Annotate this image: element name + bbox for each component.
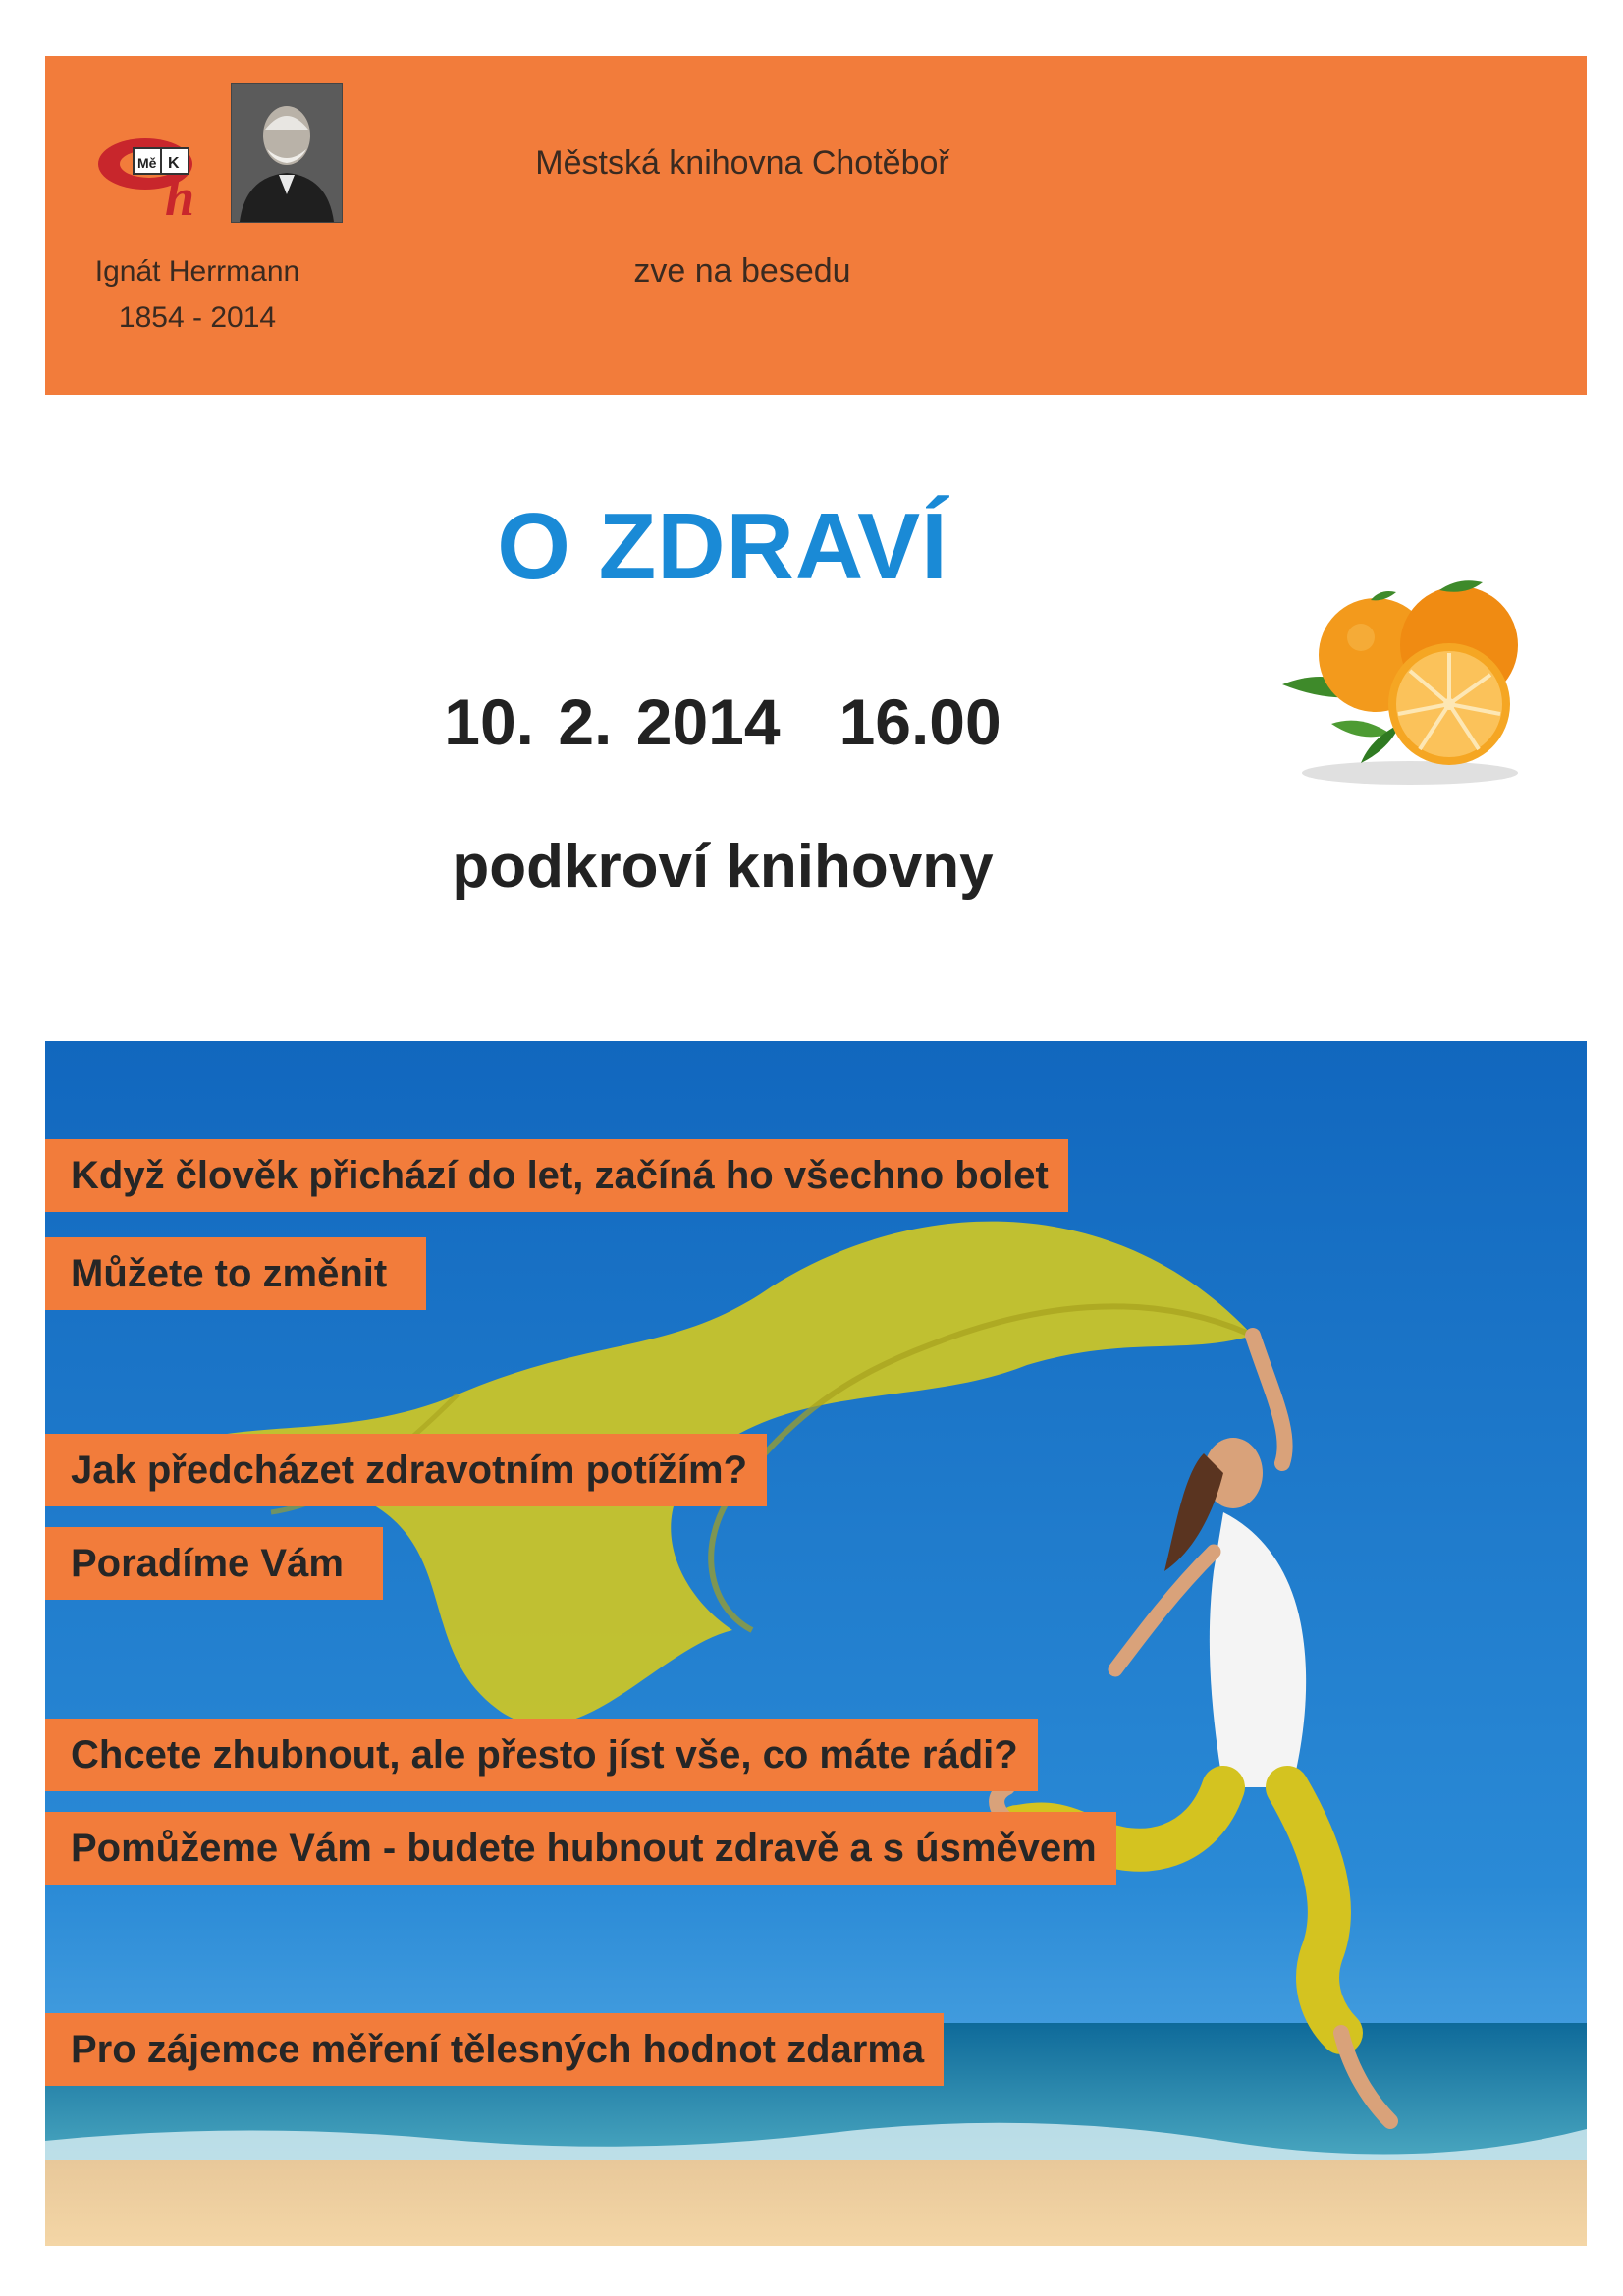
organization-name: Městská knihovna Chotěboř [535, 144, 949, 182]
beach-photo [45, 1041, 1587, 2246]
banner-5: Chcete zhubnout, ale přesto jíst vše, co máte rádi? [45, 1719, 1038, 1791]
event-date: 10. 2. 2014 [444, 685, 781, 758]
banner-7: Pro zájemce měření tělesných hodnot zdarma [45, 2013, 944, 2086]
event-venue: podkroví knihovny [452, 833, 994, 901]
banner-4: Poradíme Vám [45, 1527, 383, 1600]
banner-6: Pomůžeme Vám - budete hubnout zdravě a s úsměvem [45, 1812, 1116, 1885]
invitation-text: zve na besedu [633, 252, 851, 290]
svg-text:K: K [168, 155, 180, 172]
library-logo [94, 125, 222, 233]
banner-1: Když člověk přichází do let, začíná ho všechno bolet [45, 1139, 1068, 1212]
header-band [45, 56, 1587, 395]
svg-text:Mě: Mě [137, 155, 157, 171]
event-datetime [242, 684, 1204, 759]
poster [45, 56, 1587, 2246]
event-time: 16.00 [839, 685, 1001, 758]
event-title: O ZDRAVÍ [497, 494, 948, 599]
banner-3: Jak předcházet zdravotním potížím? [45, 1434, 767, 1506]
banner-2: Můžete to změnit [45, 1237, 426, 1310]
oranges-illustration [1272, 576, 1547, 802]
portrait-years: 1854 - 2014 [118, 301, 277, 334]
portrait-photo [231, 83, 343, 223]
portrait-name: Ignát Herrmann [94, 255, 300, 288]
svg-text:h: h [165, 168, 195, 227]
